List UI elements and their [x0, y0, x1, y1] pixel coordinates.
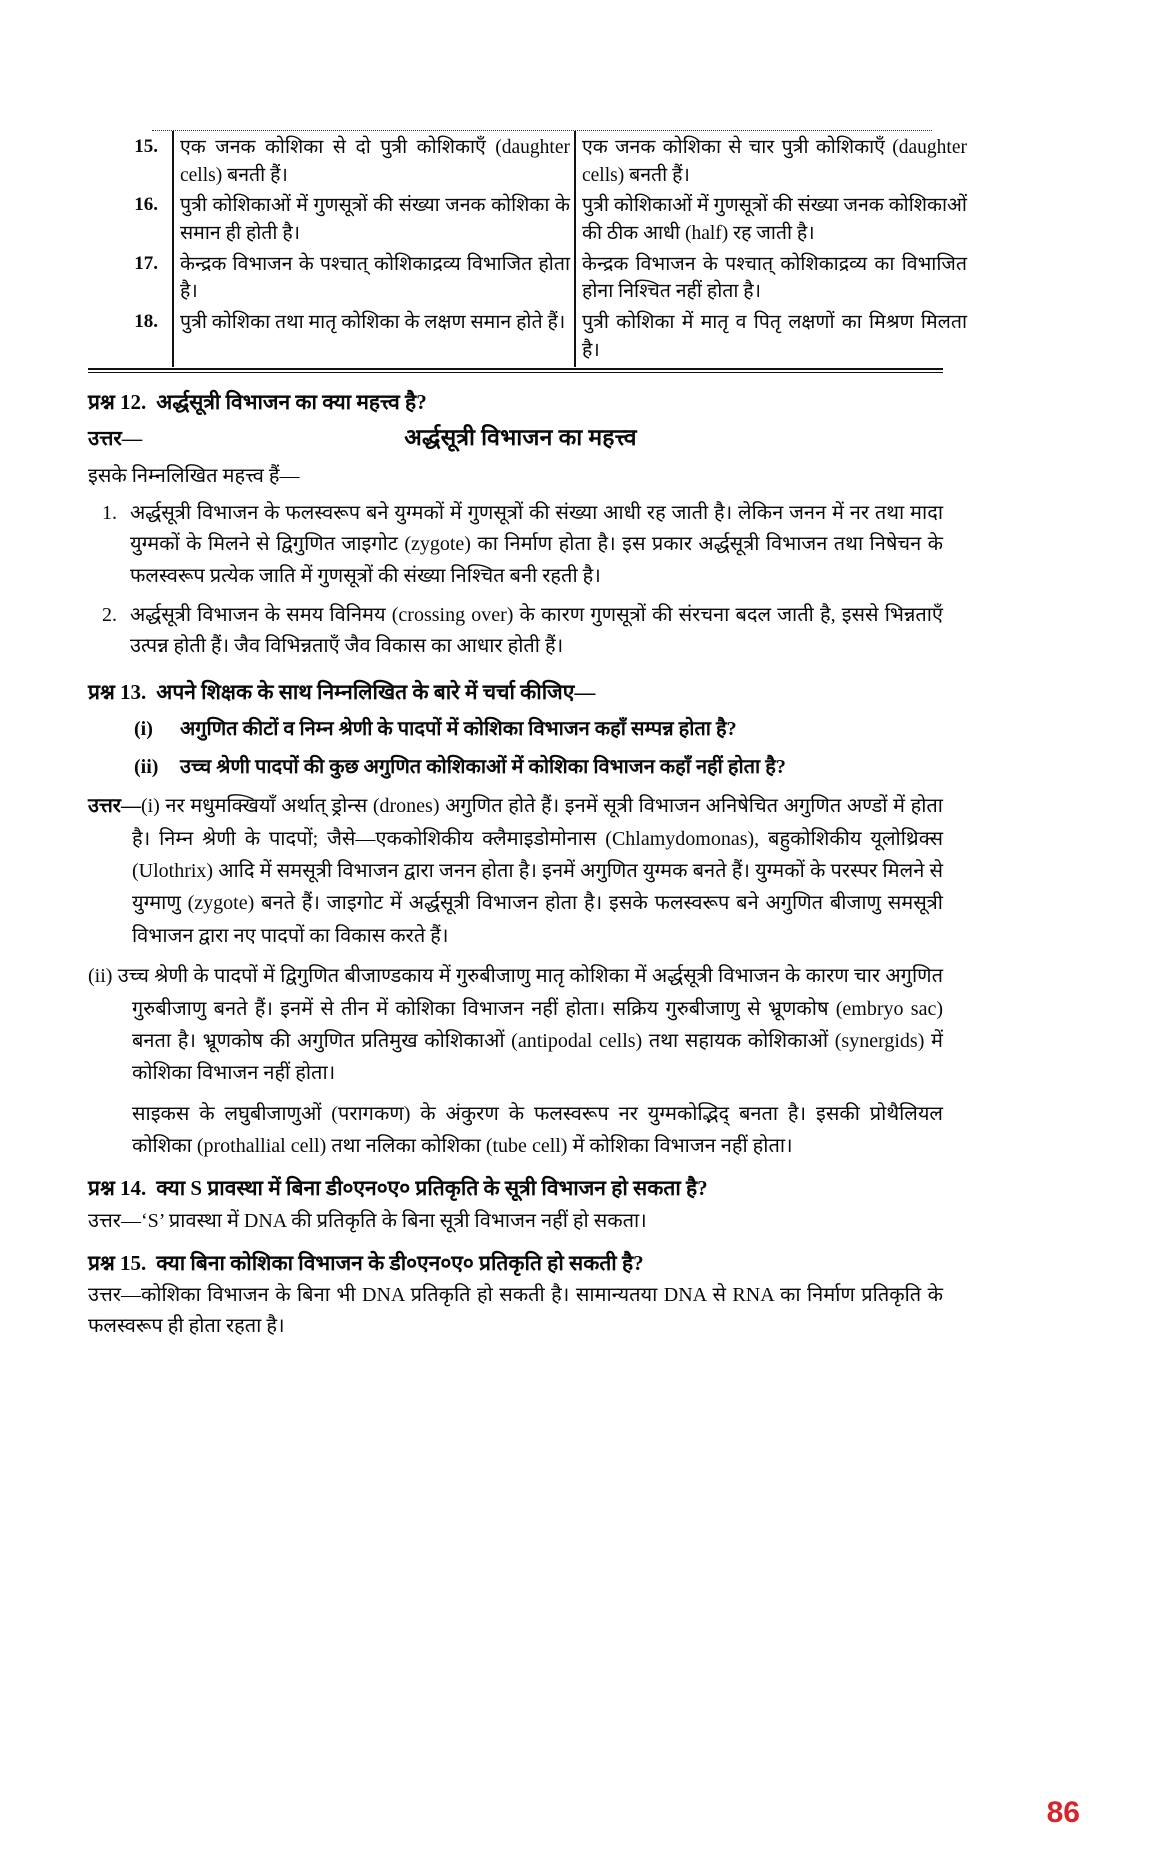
page-number: 86 [1046, 1796, 1080, 1829]
question-15-text: क्या बिना कोशिका विभाजन के डी०एन०ए० प्रतिकृति हो सकती है? [156, 1250, 644, 1275]
question-13-label: प्रश्न 13. [88, 679, 147, 704]
meiosis-cell: पुत्री कोशिका में मातृ व पितृ लक्षणों का मिश्रण मिलता है। [582, 312, 967, 361]
mitosis-cell: केन्द्रक विभाजन के पश्चात् कोशिकाद्रव्य विभाजित होता है। [173, 250, 575, 308]
answer-13-label: उत्तर— [88, 795, 141, 818]
question-13 [88, 678, 943, 706]
mitosis-cell: पुत्री कोशिका तथा मातृ कोशिका के लक्षण समान होते हैं। [173, 308, 575, 366]
answer-13-part-i-text: (i) नर मधुमक्खियाँ अर्थात् ड्रोन्स (drones) अगुणित होते हैं। इनमें सूत्री विभाजन अनिषेचित अगुणित अण्डों में होता है। निम्न श्रेणी के पादपों; जैसे—एककोशिकीय क्लैमाइडोमोनास (Chlamydomonas), बहुकोशिकीय यूलोथ्रिक्स (Ulothrix) आदि में समसूत्री विभाजन द्वारा जनन होता है। इनमें अगुणित युग्मक बनते हैं। युग्मकों के परस्पर मिलने से युग्माणु (zygote) बनते हैं। जाइगोट में अर्द्धसूत्री विभाजन होता है। इसके फलस्वरूप बने अगुणित बीजाणु समसूत्री विभाजन द्वारा नए पादपों का विकास करते हैं। [132, 795, 943, 947]
row-number: 15. [134, 136, 158, 157]
table-row [88, 191, 971, 249]
meiosis-cell: एक जनक कोशिका से चार पुत्री कोशिकाएँ (daughter cells) बनती हैं। [582, 137, 967, 186]
row-number: 17. [134, 252, 158, 274]
mitosis-cell: पुत्री कोशिकाओं में गुणसूत्रों की संख्या जनक कोशिका के समान ही होती है। [173, 191, 575, 249]
meiosis-cell: केन्द्रक विभाजन के पश्चात् कोशिकाद्रव्य का विभाजित होना निश्चित नहीं होता है। [582, 253, 967, 303]
answer-13-part-ii: (ii) उच्च श्रेणी के पादपों में द्विगुणित बीजाण्डकाय में गुरुबीजाणु मातृ कोशिका में अर्द्धसूत्री विभाजन के कारण चार अगुणित गुरुबीजाणु बनते हैं। इनमें से तीन में कोशिका विभाजन नहीं होता। सक्रिय गुरुबीजाणु से भ्रूणकोष (embryo sac) बनता है। भ्रूणकोष की अगुणित प्रतिमुख कोशिकाओं (antipodal cells) तथा सहायक कोशिकाओं (synergids) में कोशिका विभाजन नहीं होता। [88, 965, 943, 1085]
sub-question-number: (ii) [134, 756, 159, 779]
answer-15: उत्तर—कोशिका विभाजन के बिना भी DNA प्रतिकृति हो सकती है। सामान्यतया DNA से RNA का निर्माण प्रतिकृति के फलस्वरूप ही होता रहता है। [88, 1284, 943, 1338]
answer-14: उत्तर—‘S’ प्रावस्था में DNA की प्रतिकृति के बिना सूत्री विभाजन नहीं हो सकता। [88, 1209, 647, 1232]
page-content [88, 130, 967, 1342]
question-12-text: अर्द्धसूत्री विभाजन का क्या महत्त्व है? [156, 389, 427, 414]
table-row [88, 131, 971, 191]
question-12-label: प्रश्न 12. [88, 389, 147, 414]
answer-12-intro: इसके निम्नलिखित महत्त्व हैं— [88, 464, 300, 487]
table-row [88, 308, 971, 366]
question-14 [88, 1174, 943, 1202]
question-14-label: प्रश्न 14. [88, 1176, 147, 1201]
question-12 [88, 388, 943, 416]
question-13-sub-ii [88, 753, 943, 782]
question-15 [88, 1249, 943, 1277]
mitosis-cell: एक जनक कोशिका से दो पुत्री कोशिकाएँ (daughter cells) बनती हैं। [173, 131, 575, 191]
table-bottom-rule-2 [88, 372, 943, 373]
question-14-text: क्या S प्रावस्था में बिना डी०एन०ए० प्रतिकृति के सूत्री विभाजन हो सकता है? [156, 1176, 708, 1201]
row-number: 16. [134, 194, 158, 216]
importance-list [88, 498, 943, 663]
sub-question-text: अगुणित कीटों व निम्न श्रेणी के पादपों में कोशिका विभाजन कहाँ सम्पन्न होता है? [180, 718, 737, 741]
answer-13-part-iii: साइकस के लघुबीजाणुओं (परागकण) के अंकुरण के फलस्वरूप नर युग्मकोद्भिद् बनता है। इसकी प्रोथैलियल कोशिका (prothallial cell) तथा नलिका कोशिका (tube cell) में कोशिका विभाजन नहीं होता। [132, 1102, 943, 1158]
list-item: अर्द्धसूत्री विभाजन के फलस्वरूप बने युग्मकों में गुणसूत्रों की संख्या आधी रह जाती है। लेकिन जनन में नर तथा मादा युग्मकों के मिलने से द्विगुणित जाइगोट (zygote) का निर्माण होता है। इस प्रकार अर्द्धसूत्री विभाजन तथा निषेचन के फलस्वरूप प्रत्येक जाति में गुणसूत्रों की संख्या निश्चित बनी रहती है। [130, 501, 943, 588]
list-item: अर्द्धसूत्री विभाजन के समय विनिमय (crossing over) के कारण गुणसूत्रों की संरचना बदल जाती है, इससे भिन्नताएँ उत्पन्न होती हैं। जैव विभिन्नताएँ जैव विकास का आधार होती हैं। [130, 603, 943, 658]
question-15-label: प्रश्न 15. [88, 1250, 147, 1275]
sub-question-text: उच्च श्रेणी पादपों की कुछ अगुणित कोशिकाओं में कोशिका विभाजन कहाँ नहीं होता है? [180, 756, 786, 779]
table-row [88, 250, 971, 308]
answer-13-part-i [88, 790, 943, 952]
row-number: 18. [134, 311, 158, 333]
question-13-text: अपने शिक्षक के साथ निम्नलिखित के बारे में चर्चा कीजिए— [156, 679, 596, 704]
answer-12-label: उत्तर— [88, 427, 143, 450]
answer-12-heading-row [88, 420, 943, 452]
question-13-sub-i [88, 715, 943, 744]
answer-12-heading: अर्द्धसूत्री विभाजन का महत्त्व [404, 424, 637, 450]
sub-question-number: (i) [134, 718, 153, 741]
meiosis-cell: पुत्री कोशिकाओं में गुणसूत्रों की संख्या जनक कोशिकाओं की ठीक आधी (half) रह जाती है। [582, 195, 967, 245]
comparison-table [88, 131, 971, 367]
table-bottom-rule [88, 368, 943, 370]
